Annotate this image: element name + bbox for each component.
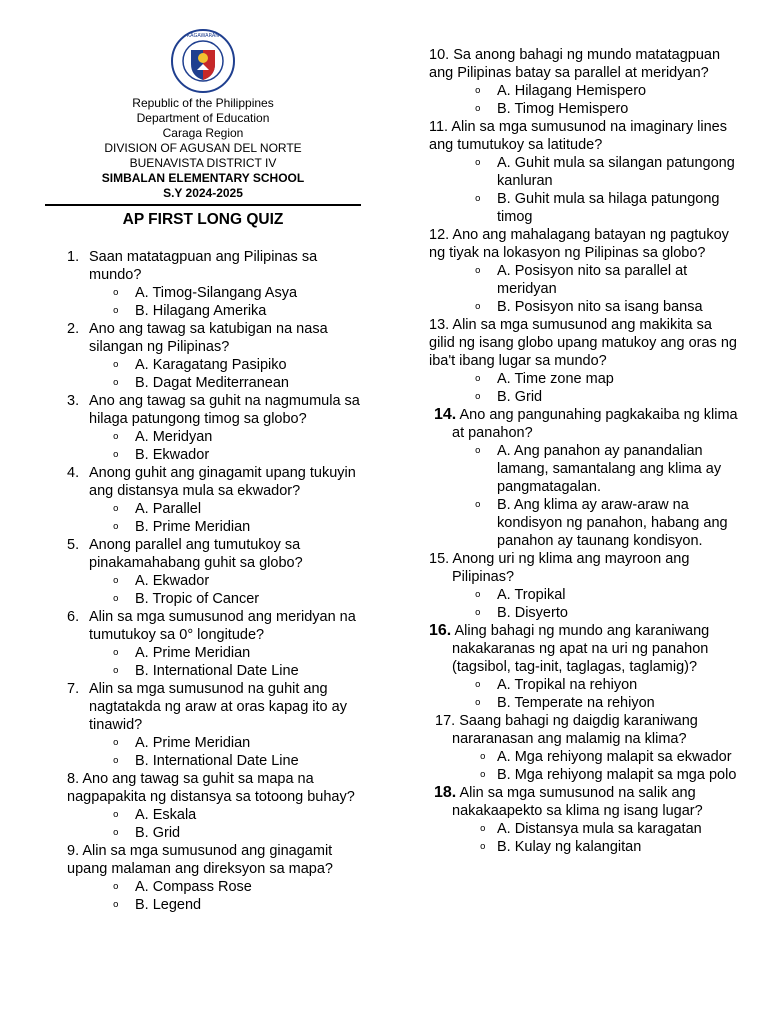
school-year: S.Y 2024-2025 bbox=[163, 186, 243, 200]
answer-option[interactable] bbox=[475, 388, 739, 406]
question-number: 4. bbox=[67, 465, 80, 481]
question-number: 10. bbox=[429, 47, 450, 63]
option-text: A. Mga rehiyong malapit sa ekwador bbox=[497, 749, 732, 765]
bullet-icon: o bbox=[475, 104, 481, 114]
header-line-1: Republic of the Philippines bbox=[132, 96, 274, 110]
question-number: 15. bbox=[429, 551, 450, 567]
option-text: B. Hilagang Amerika bbox=[135, 303, 267, 319]
school-name: SIMBALAN ELEMENTARY SCHOOL bbox=[101, 171, 305, 185]
answer-option[interactable] bbox=[113, 644, 361, 662]
answer-option[interactable] bbox=[475, 298, 739, 316]
answer-option[interactable] bbox=[113, 572, 361, 590]
bullet-icon: o bbox=[113, 738, 119, 748]
question-text: Saang bahagi ng daigdig karaniwang nararanasan ang malamig na klima? bbox=[452, 713, 698, 747]
question-text: Alin sa mga sumusunod ang ginagamit upang malaman ang direksyon sa mapa? bbox=[67, 843, 333, 877]
svg-text:KAGAWARAN: KAGAWARAN bbox=[186, 33, 220, 39]
option-text: A. Timog-Silangang Asya bbox=[135, 285, 298, 301]
question-item bbox=[45, 770, 361, 842]
option-text: A. Parallel bbox=[135, 501, 202, 517]
question-number: 2. bbox=[67, 321, 80, 337]
option-text: A. Tropikal bbox=[497, 587, 566, 603]
question-item bbox=[45, 608, 361, 680]
option-text: A. Prime Meridian bbox=[135, 645, 251, 661]
option-text: B. Guhit mula sa hilaga patungong timog bbox=[497, 191, 720, 225]
option-text: B. Posisyon nito sa isang bansa bbox=[497, 299, 703, 315]
question-number: 14. bbox=[434, 406, 457, 423]
option-text: B. Dagat Mediterranean bbox=[135, 375, 289, 391]
question-number: 11. bbox=[429, 119, 449, 135]
option-text: B. Kulay ng kalangitan bbox=[497, 839, 642, 855]
option-text: B. Ekwador bbox=[135, 447, 210, 463]
bullet-icon: o bbox=[113, 306, 119, 316]
question-number: 7. bbox=[67, 681, 80, 697]
answer-option[interactable] bbox=[113, 518, 361, 536]
question-text: Sa anong bahagi ng mundo matatagpuan ang Pilipinas batay sa parallel at meridyan? bbox=[429, 47, 721, 81]
question-number: 8. bbox=[67, 771, 80, 787]
bullet-icon: o bbox=[475, 392, 481, 402]
question-item bbox=[429, 226, 739, 316]
bullet-icon: o bbox=[113, 666, 119, 676]
answer-option[interactable] bbox=[475, 442, 739, 496]
right-column bbox=[429, 46, 739, 856]
question-text: Ano ang tawag sa guhit sa mapa na nagpapakita ng distansya sa totoong buhay? bbox=[67, 771, 355, 805]
question-item bbox=[45, 680, 361, 770]
answer-option[interactable] bbox=[480, 820, 739, 838]
question-text: Ano ang pangunahing pagkakaiba ng klima at panahon? bbox=[452, 407, 738, 441]
answer-option[interactable] bbox=[475, 496, 739, 550]
question-item bbox=[45, 248, 361, 320]
answer-option[interactable] bbox=[113, 284, 361, 302]
answer-option[interactable] bbox=[113, 806, 361, 824]
answer-option[interactable] bbox=[113, 734, 361, 752]
answer-option[interactable] bbox=[113, 878, 361, 896]
answer-option[interactable] bbox=[113, 446, 361, 464]
question-number: 9. bbox=[67, 843, 80, 859]
bullet-icon: o bbox=[113, 576, 119, 586]
question-item bbox=[429, 622, 739, 712]
question-item bbox=[45, 392, 361, 464]
option-text: A. Distansya mula sa karagatan bbox=[497, 821, 702, 837]
option-text: A. Posisyon nito sa parallel at meridyan bbox=[497, 263, 688, 297]
answer-option[interactable] bbox=[475, 100, 739, 118]
option-text: A. Hilagang Hemispero bbox=[497, 83, 647, 99]
deped-seal-icon bbox=[167, 28, 239, 94]
question-number: 6. bbox=[67, 609, 80, 625]
answer-option[interactable] bbox=[475, 676, 739, 694]
bullet-icon: o bbox=[113, 360, 119, 370]
answer-option[interactable] bbox=[475, 154, 739, 190]
bullet-icon: o bbox=[475, 266, 481, 276]
bullet-icon: o bbox=[475, 500, 481, 510]
question-text: Alin sa mga sumusunod ang makikita sa gilid ng isang globo upang matukoy ang oras ng iba't ibang lugar sa mundo? bbox=[429, 317, 737, 369]
question-text: Alin sa mga sumusunod na imaginary lines ang tumutukoy sa latitude? bbox=[429, 119, 727, 153]
bullet-icon: o bbox=[475, 158, 481, 168]
question-item bbox=[429, 406, 739, 550]
header-divider bbox=[45, 204, 361, 206]
answer-option[interactable] bbox=[113, 752, 361, 770]
option-text: A. Ekwador bbox=[135, 573, 210, 589]
header-line-3: Caraga Region bbox=[162, 126, 244, 140]
option-text: B. Legend bbox=[135, 897, 202, 913]
bullet-icon: o bbox=[113, 882, 119, 892]
answer-option[interactable] bbox=[475, 586, 739, 604]
question-text: Saan matatagpuan ang Pilipinas sa mundo? bbox=[89, 249, 318, 283]
question-text: Ano ang mahalagang batayan ng pagtukoy ng tiyak na lokasyon ng Pilipinas sa globo? bbox=[429, 227, 729, 261]
option-text: B. Temperate na rehiyon bbox=[497, 695, 655, 711]
option-text: B. Grid bbox=[497, 389, 543, 405]
left-column bbox=[45, 28, 361, 914]
answer-option[interactable] bbox=[480, 766, 739, 784]
question-text: Anong guhit ang ginagamit upang tukuyin ang distansya mula sa ekwador? bbox=[89, 465, 356, 499]
bullet-icon: o bbox=[113, 288, 119, 298]
question-number: 12. bbox=[429, 227, 450, 243]
answer-option[interactable] bbox=[475, 190, 739, 226]
answer-option[interactable] bbox=[113, 374, 361, 392]
option-text: B. Prime Meridian bbox=[135, 519, 251, 535]
question-number: 18. bbox=[434, 784, 457, 801]
bullet-icon: o bbox=[475, 194, 481, 204]
bullet-icon: o bbox=[475, 302, 481, 312]
question-number: 17. bbox=[435, 713, 456, 729]
bullet-icon: o bbox=[113, 648, 119, 658]
option-text: A. Karagatang Pasipiko bbox=[135, 357, 287, 373]
answer-option[interactable] bbox=[113, 428, 361, 446]
option-text: B. International Date Line bbox=[135, 663, 299, 679]
answer-option[interactable] bbox=[113, 662, 361, 680]
option-text: A. Guhit mula sa silangan patungong kanluran bbox=[497, 155, 735, 189]
answer-option[interactable] bbox=[475, 370, 739, 388]
school-header bbox=[45, 28, 361, 201]
bullet-icon: o bbox=[475, 590, 481, 600]
question-item bbox=[429, 316, 739, 406]
answer-option[interactable] bbox=[113, 302, 361, 320]
bullet-icon: o bbox=[113, 450, 119, 460]
option-text: B. International Date Line bbox=[135, 753, 299, 769]
question-number: 13. bbox=[429, 317, 450, 333]
answer-option[interactable] bbox=[475, 604, 739, 622]
question-text: Alin sa mga sumusunod ang meridyan na tumutukoy sa 0° longitude? bbox=[89, 609, 356, 643]
question-number: 5. bbox=[67, 537, 80, 553]
answer-option[interactable] bbox=[480, 748, 739, 766]
option-text: A. Compass Rose bbox=[135, 879, 252, 895]
bullet-icon: o bbox=[113, 432, 119, 442]
bullet-icon: o bbox=[480, 752, 486, 762]
question-text: Alin sa mga sumusunod na salik ang nakakaapekto sa klima ng isang lugar? bbox=[452, 785, 703, 819]
bullet-icon: o bbox=[475, 86, 481, 96]
option-text: B. Mga rehiyong malapit sa mga polo bbox=[497, 767, 737, 783]
question-text: Anong uri ng klima ang mayroon ang Pilipinas? bbox=[452, 551, 690, 585]
question-number: 3. bbox=[67, 393, 80, 409]
option-text: A. Eskala bbox=[135, 807, 197, 823]
quiz-title: AP FIRST LONG QUIZ bbox=[122, 211, 284, 228]
question-text: Ano ang tawag sa guhit na nagmumula sa hilaga patungong timog sa globo? bbox=[89, 393, 360, 427]
header-line-2: Department of Education bbox=[136, 111, 270, 125]
option-text: A. Prime Meridian bbox=[135, 735, 251, 751]
question-text: Alin sa mga sumusunod na guhit ang nagtatakda ng araw at oras kapag ito ay tinawid? bbox=[89, 681, 347, 733]
question-item bbox=[45, 320, 361, 392]
answer-option[interactable] bbox=[113, 896, 361, 914]
bullet-icon: o bbox=[475, 446, 481, 456]
option-text: B. Grid bbox=[135, 825, 181, 841]
header-line-4: DIVISION OF AGUSAN DEL NORTE bbox=[104, 141, 302, 155]
question-item bbox=[429, 46, 739, 118]
question-number: 16. bbox=[429, 622, 452, 639]
option-text: A. Tropikal na rehiyon bbox=[497, 677, 638, 693]
answer-option[interactable] bbox=[475, 262, 739, 298]
question-item bbox=[45, 842, 361, 914]
question-text: Ano ang tawag sa katubigan na nasa silangan ng Pilipinas? bbox=[89, 321, 328, 355]
option-text: A. Time zone map bbox=[497, 371, 614, 387]
answer-option[interactable] bbox=[113, 356, 361, 374]
answer-option[interactable] bbox=[113, 500, 361, 518]
question-item bbox=[429, 784, 739, 856]
bullet-icon: o bbox=[480, 842, 486, 852]
question-item bbox=[429, 118, 739, 226]
question-item bbox=[45, 464, 361, 536]
bullet-icon: o bbox=[480, 824, 486, 834]
header-line-5: BUENAVISTA DISTRICT IV bbox=[129, 156, 277, 170]
bullet-icon: o bbox=[113, 594, 119, 604]
bullet-icon: o bbox=[475, 608, 481, 618]
answer-option[interactable] bbox=[113, 590, 361, 608]
question-text: Aling bahagi ng mundo ang karaniwang nakakaranas ng apat na uri ng panahon (tagsibol, tag-init, taglagas, taglamig)? bbox=[452, 623, 710, 675]
answer-option[interactable] bbox=[480, 838, 739, 856]
bullet-icon: o bbox=[113, 504, 119, 514]
bullet-icon: o bbox=[475, 698, 481, 708]
bullet-icon: o bbox=[113, 828, 119, 838]
option-text: B. Ang klima ay araw-araw na kondisyon ng panahon, habang ang panahon ay taunang kondisyon. bbox=[497, 497, 728, 549]
bullet-icon: o bbox=[113, 756, 119, 766]
question-text: Anong parallel ang tumutukoy sa pinakamahabang guhit sa globo? bbox=[89, 537, 303, 571]
answer-option[interactable] bbox=[475, 694, 739, 712]
option-text: B. Disyerto bbox=[497, 605, 568, 621]
bullet-icon: o bbox=[480, 770, 486, 780]
question-item bbox=[429, 550, 739, 622]
bullet-icon: o bbox=[113, 810, 119, 820]
bullet-icon: o bbox=[475, 374, 481, 384]
option-text: B. Tropic of Cancer bbox=[135, 591, 260, 607]
option-text: B. Timog Hemispero bbox=[497, 101, 629, 117]
bullet-icon: o bbox=[113, 378, 119, 388]
option-text: A. Meridyan bbox=[135, 429, 213, 445]
answer-option[interactable] bbox=[113, 824, 361, 842]
question-number: 1. bbox=[67, 249, 80, 265]
bullet-icon: o bbox=[475, 680, 481, 690]
question-item bbox=[45, 536, 361, 608]
bullet-icon: o bbox=[113, 522, 119, 532]
question-item bbox=[429, 712, 739, 784]
answer-option[interactable] bbox=[475, 82, 739, 100]
bullet-icon: o bbox=[113, 900, 119, 910]
option-text: A. Ang panahon ay panandalian lamang, samantalang ang klima ay pangmatagalan. bbox=[497, 443, 722, 495]
